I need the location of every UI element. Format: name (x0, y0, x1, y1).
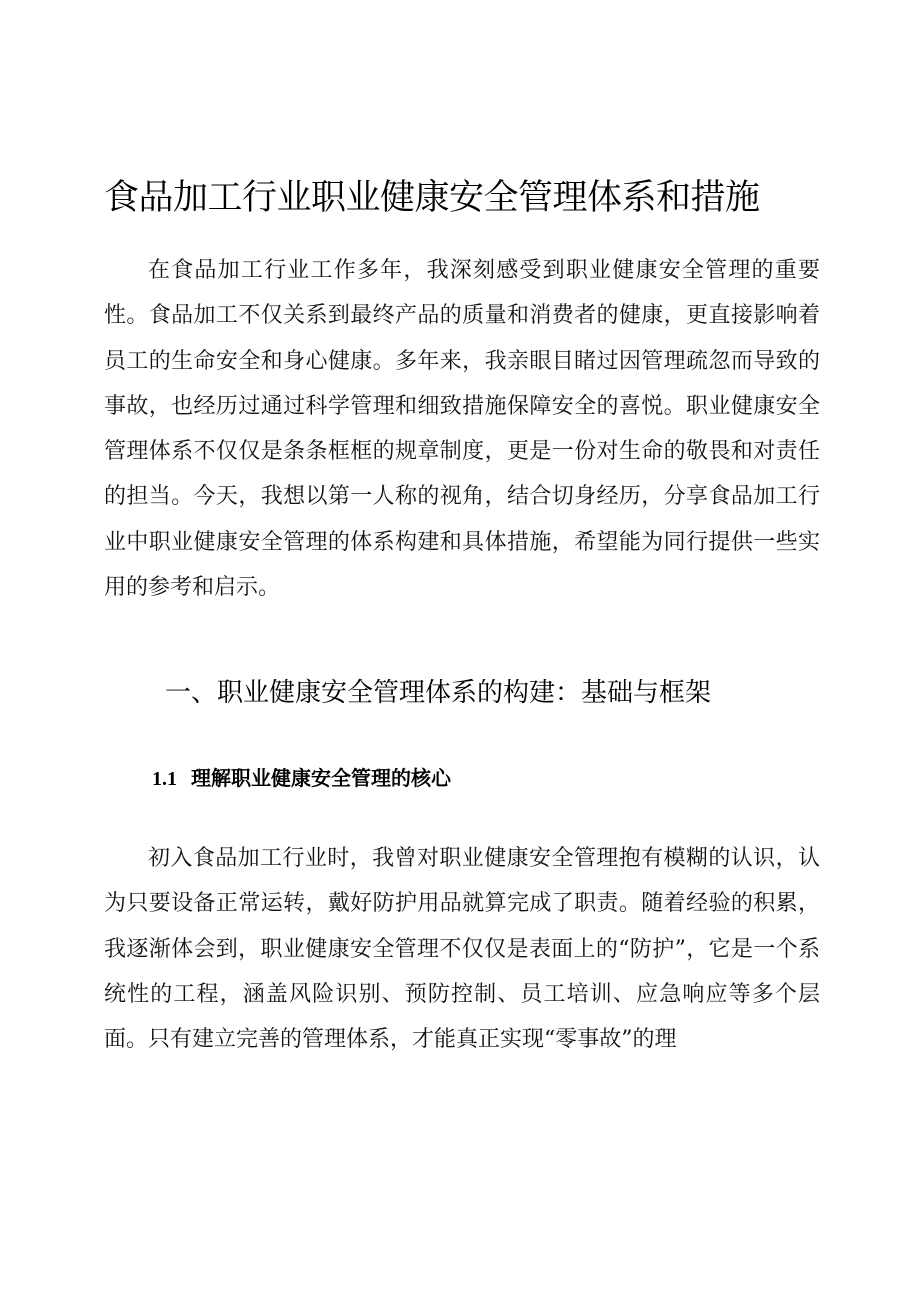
section-1-heading: 一、职业健康安全管理体系的构建：基础与框架 (165, 678, 712, 708)
subsection-number: 1.1 (152, 768, 177, 790)
subsection-title: 理解职业健康安全管理的核心 (191, 766, 451, 790)
intro-paragraph: 在食品加工行业工作多年，我深刻感受到职业健康安全管理的重要性。食品加工不仅关系到最终产品的质量和消费者的健康，更直接影响着员工的生命安全和身心健康。多年来，我亲眼目睹过因管理疏忽而导致的事故，也经历过通过科学管理和细致措施保障安全的喜悦。职业健康安全管理体系不仅仅是条条框框的规章制度，更是一份对生命的敬畏和对责任的担当。今天，我想以第一人称的视角，结合切身经历，分享食品加工行业中职业健康安全管理的体系构建和具体措施，希望能为同行提供一些实用的参考和启示。 (104, 258, 820, 601)
subsection-1-1-heading (152, 760, 451, 797)
subsection-1-1-paragraph: 初入食品加工行业时，我曾对职业健康安全管理抱有模糊的认识，认为只要设备正常运转，戴好防护用品就算完成了职责。随着经验的积累，我逐渐体会到，职业健康安全管理不仅仅是表面上的“防护”，它是一个系统性的工程，涵盖风险识别、预防控制、员工培训、应急响应等多个层面。只有建立完善的管理体系，才能真正实现“零事故”的理 (104, 846, 820, 1053)
document-title: 食品加工行业职业健康安全管理体系和措施 (104, 178, 760, 218)
